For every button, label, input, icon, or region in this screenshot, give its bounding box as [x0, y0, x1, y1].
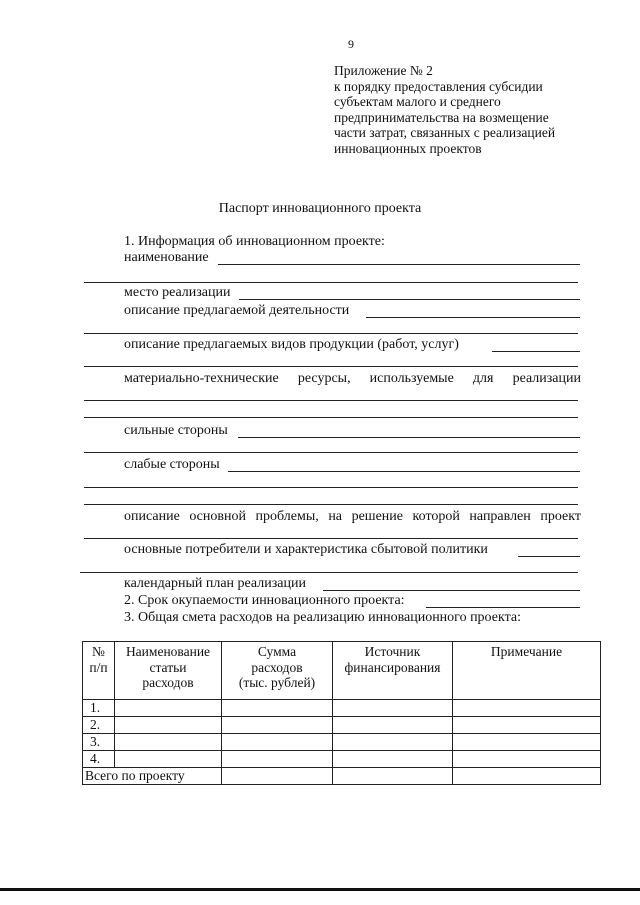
- header-text: расходов: [251, 659, 303, 675]
- label-resources-word: ресурсы,: [297, 371, 351, 386]
- estimate-table: [82, 641, 601, 785]
- label-resources-word: реализации: [512, 371, 581, 386]
- section2-heading: 2. Срок окупаемости инновационного проекта:: [124, 593, 405, 608]
- field-activity[interactable]: [366, 317, 580, 318]
- field-products[interactable]: [492, 351, 580, 352]
- table-total-row: [83, 768, 601, 785]
- header-item-name: [115, 642, 222, 700]
- label-consumers: основные потребители и характеристика сбытовой политики: [124, 542, 488, 557]
- label-problem: [124, 509, 581, 525]
- appendix-line: части затрат, связанных с реализацией: [334, 125, 556, 140]
- label-resources-word: для: [472, 371, 494, 386]
- header-text: Примечание: [490, 644, 563, 659]
- field-strengths[interactable]: [238, 437, 580, 438]
- field-resources-continued[interactable]: [84, 417, 578, 418]
- cell-item-name[interactable]: [115, 751, 222, 768]
- page-bottom-border: [0, 888, 640, 891]
- cell-source[interactable]: [333, 751, 453, 768]
- appendix-block: [334, 63, 555, 156]
- row-number: 3.: [83, 734, 115, 751]
- cell-amount[interactable]: [222, 700, 333, 717]
- cell-source[interactable]: [333, 734, 453, 751]
- row-number: 1.: [83, 700, 115, 717]
- appendix-line: предпринимательства на возмещение: [334, 109, 549, 125]
- label-resources: [124, 371, 581, 387]
- cell-amount[interactable]: [222, 734, 333, 751]
- header-text: Источник: [364, 644, 421, 659]
- field-name[interactable]: [218, 264, 580, 265]
- cell-item-name[interactable]: [115, 700, 222, 717]
- appendix-line: инновационных проектов: [334, 140, 482, 156]
- field-consumers-continued[interactable]: [80, 572, 578, 573]
- appendix-line: субъектам малого и среднего: [334, 94, 501, 109]
- field-activity-continued[interactable]: [84, 333, 578, 334]
- field-calendar[interactable]: [323, 590, 580, 591]
- cell-amount[interactable]: [222, 751, 333, 768]
- header-text: Наименование: [125, 644, 211, 659]
- appendix-line: Приложение № 2: [334, 63, 433, 78]
- field-weaknesses-continued-2[interactable]: [84, 504, 578, 505]
- field-resources[interactable]: [84, 400, 578, 401]
- cell-total-note[interactable]: [453, 768, 601, 785]
- header-text: (тыс. рублей): [238, 675, 316, 690]
- field-consumers[interactable]: [518, 556, 580, 557]
- row-number: 4.: [83, 751, 115, 768]
- cell-total-amount[interactable]: [222, 768, 333, 785]
- cell-total-source[interactable]: [333, 768, 453, 785]
- document-title: Паспорт инновационного проекта: [218, 201, 422, 216]
- header-amount: [222, 642, 333, 700]
- table-row: [83, 700, 601, 717]
- label-weaknesses: слабые стороны: [124, 457, 220, 472]
- cell-item-name[interactable]: [115, 717, 222, 734]
- field-strengths-continued[interactable]: [84, 452, 578, 453]
- cell-item-name[interactable]: [115, 734, 222, 751]
- field-place[interactable]: [239, 299, 580, 300]
- field-weaknesses[interactable]: [228, 471, 580, 472]
- section1-heading: 1. Информация об инновационном проекте:: [124, 234, 385, 249]
- table-row: [83, 717, 601, 734]
- header-text: расходов: [142, 675, 194, 690]
- appendix-line: к порядку предоставления субсидии: [334, 78, 543, 94]
- header-text: п/п: [89, 659, 108, 675]
- header-text: финансирования: [344, 659, 441, 675]
- field-payback[interactable]: [426, 607, 580, 608]
- cell-source[interactable]: [333, 700, 453, 717]
- page-number: 9: [348, 37, 354, 51]
- label-problem-word: проект: [540, 509, 581, 524]
- header-text: №: [92, 644, 105, 659]
- label-resources-word: материально-технические: [124, 371, 279, 386]
- cell-note[interactable]: [453, 751, 601, 768]
- field-name-continued[interactable]: [84, 282, 578, 283]
- header-text: Сумма: [257, 644, 297, 659]
- label-place: место реализации: [124, 285, 231, 300]
- total-label: Всего по проекту: [83, 768, 222, 785]
- label-problem-word: решение: [351, 509, 403, 524]
- label-products: описание предлагаемых видов продукции (работ, услуг): [124, 337, 459, 352]
- cell-note[interactable]: [453, 734, 601, 751]
- row-number: 2.: [83, 717, 115, 734]
- label-activity: описание предлагаемой деятельности: [124, 303, 350, 318]
- cell-source[interactable]: [333, 717, 453, 734]
- header-source: [333, 642, 453, 700]
- table-row: [83, 751, 601, 768]
- section3-heading: 3. Общая смета расходов на реализацию инновационного проекта:: [124, 610, 521, 625]
- header-note: [453, 642, 601, 700]
- label-problem-word: которой: [412, 509, 460, 524]
- label-strengths: сильные стороны: [124, 423, 228, 438]
- label-problem-word: основной: [189, 509, 246, 524]
- table-row: [83, 734, 601, 751]
- field-products-continued[interactable]: [84, 366, 578, 367]
- cell-amount[interactable]: [222, 717, 333, 734]
- label-problem-word: описание: [124, 509, 180, 524]
- cell-note[interactable]: [453, 700, 601, 717]
- field-problem[interactable]: [84, 538, 578, 539]
- label-problem-word: проблемы,: [255, 509, 319, 524]
- header-number: [83, 642, 115, 700]
- label-problem-word: на: [328, 509, 343, 524]
- label-problem-word: направлен: [469, 509, 531, 524]
- label-resources-word: используемые: [369, 371, 454, 386]
- field-weaknesses-continued[interactable]: [84, 487, 578, 488]
- cell-note[interactable]: [453, 717, 601, 734]
- table-header-row: [83, 642, 601, 700]
- label-calendar: календарный план реализации: [124, 576, 306, 591]
- label-name: наименование: [124, 250, 209, 265]
- header-text: статьи: [149, 659, 187, 675]
